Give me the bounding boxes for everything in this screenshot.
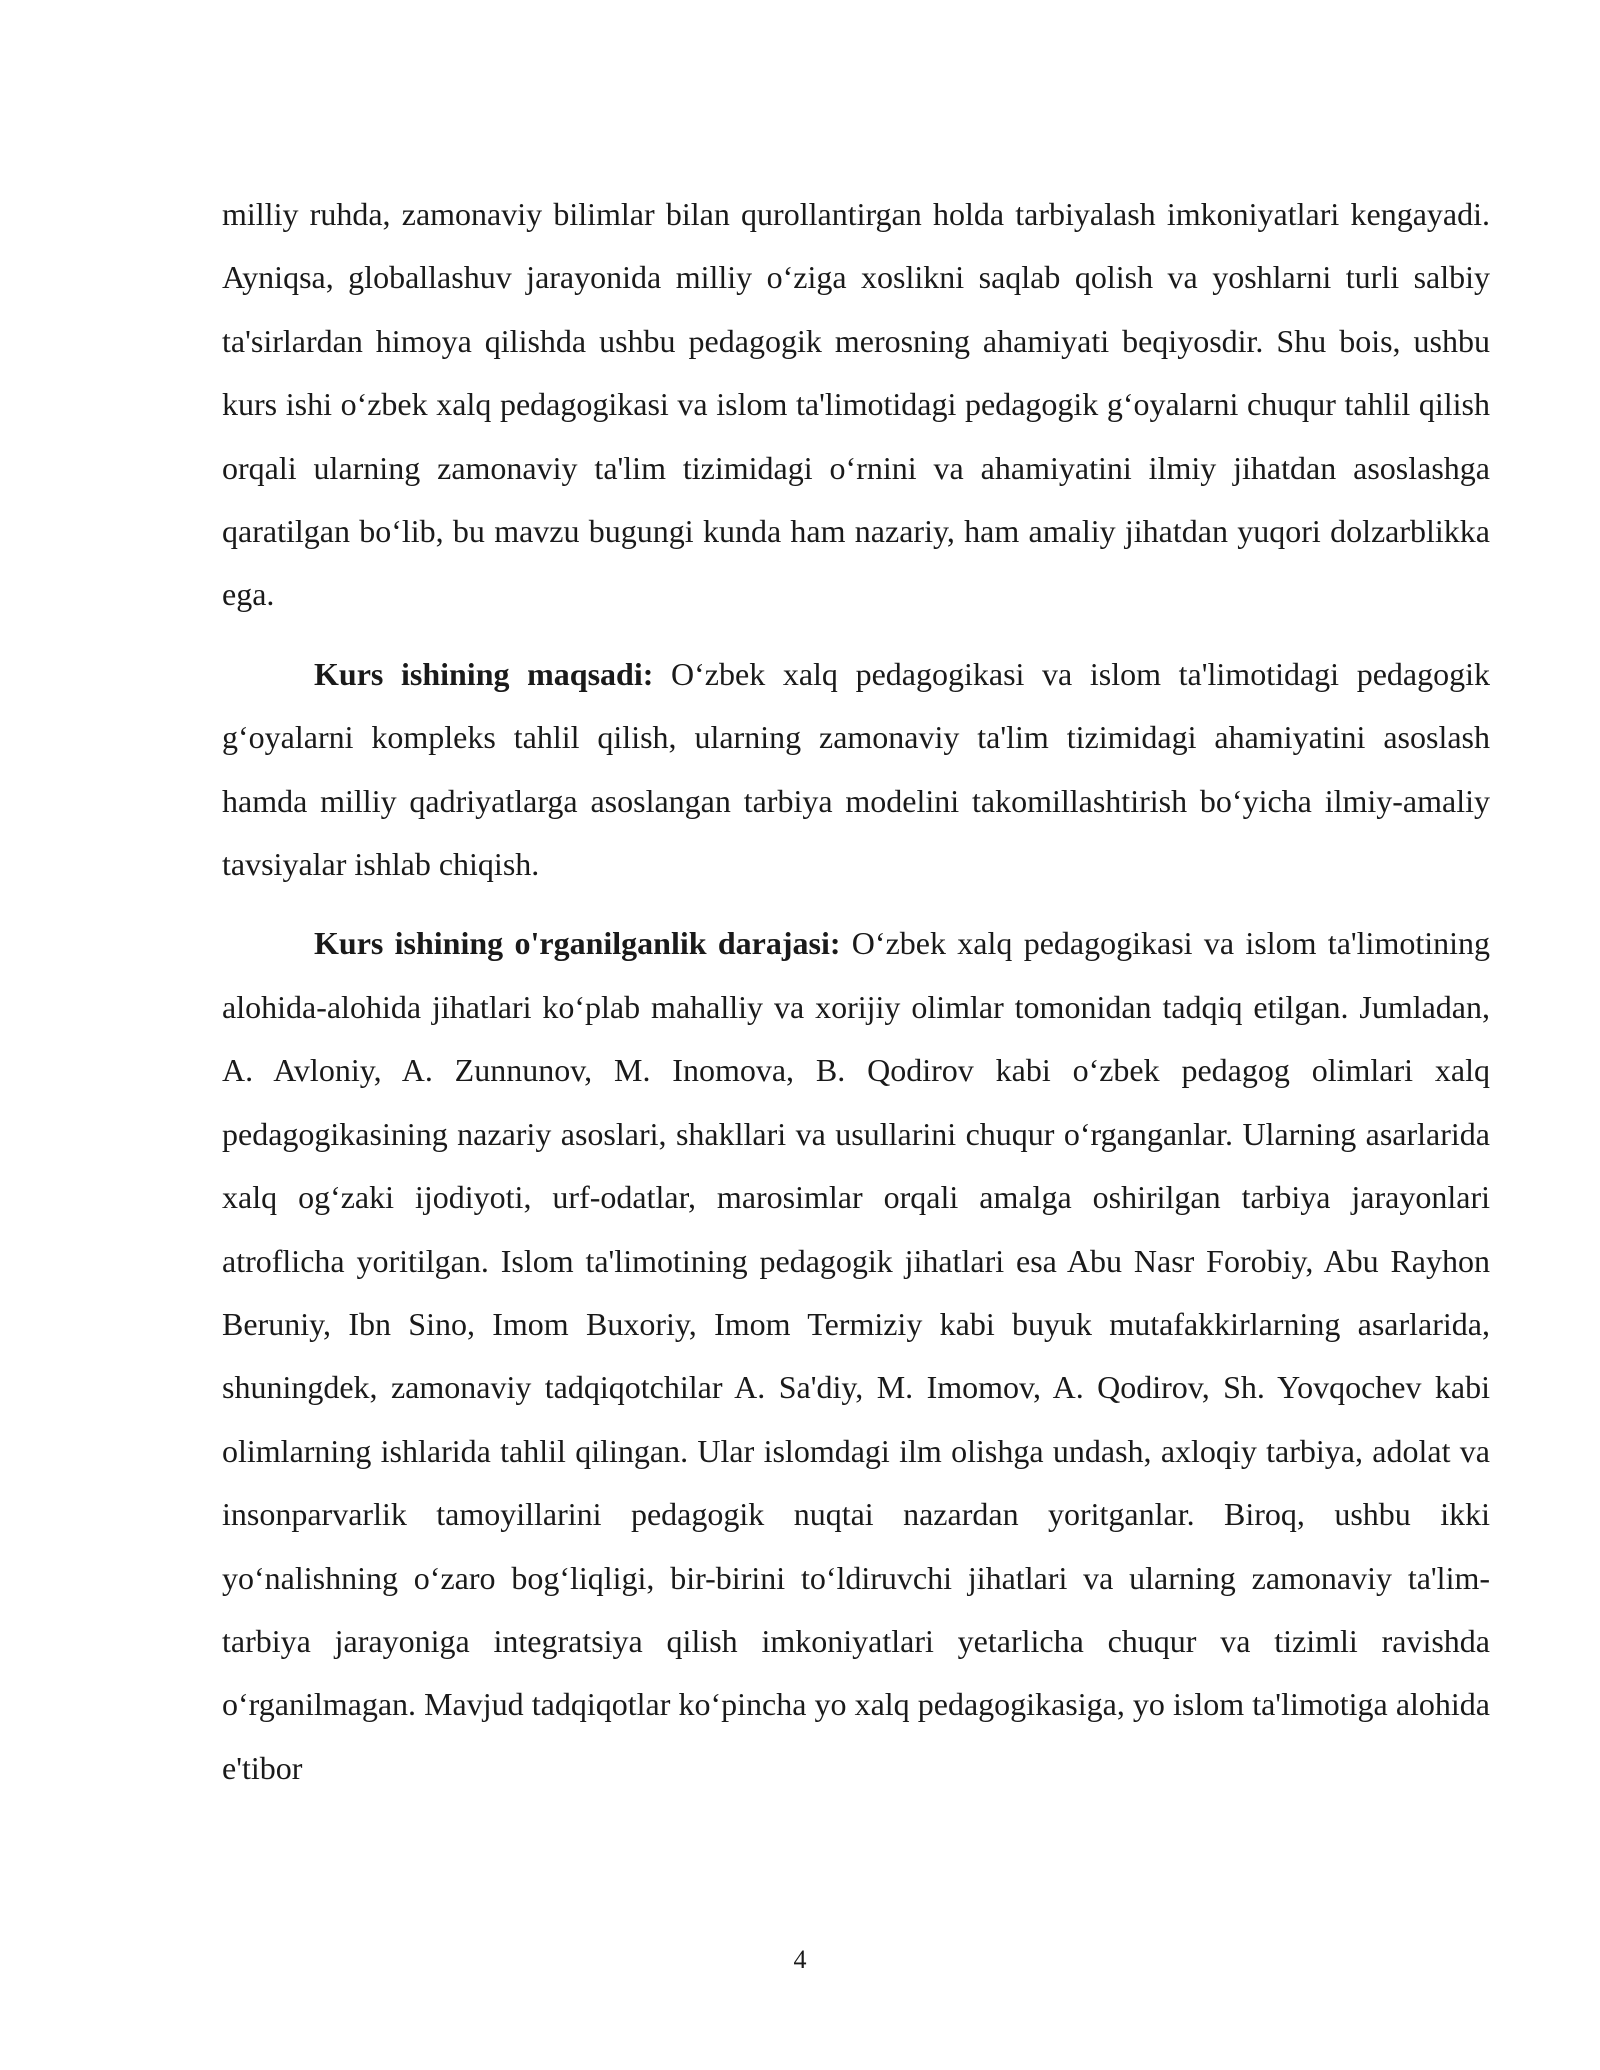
paragraph-text: O‘zbek xalq pedagogikasi va islom ta'limotining alohida-alohida jihatlari ko‘plab mahalliy va xorijiy olimlar tomonidan tadqiq etilgan. Jumladan, A. Avloniy, A. Zunnunov, M. Inomova, B. Qodirov kabi o‘zbek pedagog olimlari xalq pedagogikasining nazariy asoslari, shakllari va usullarini chuqur o‘rganganlar. Ularning asarlarida xalq og‘zaki ijodiyoti, urf-odatlar, marosimlar orqali amalga oshirilgan tarbiya jarayonlari atroflicha yoritilgan. Islom ta'limotining pedagogik jihatlari esa Abu Nasr Forobiy, Abu Rayhon Beruniy, Ibn Sino, Imom Buxoriy, Imom Termiziy kabi buyuk mutafakkirlarning asarlarida, shuningdek, zamonaviy tadqiqotchilar A. Sa'diy, M. Imomov, A. Qodirov, Sh. Yovqochev kabi olimlarning ishlarida tahlil qilingan. Ular islomdagi ilm olishga undash, axloqiy tarbiya, adolat va insonparvarlik tamoyillarini pedagogik nuqtai nazardan yoritganlar. Biroq, ushbu ikki yo‘nalishning o‘zaro bog‘liqligi, bir-birini to‘ldiruvchi jihatlari va ularning zamonaviy ta'lim-tarbiya jarayoniga integratsiya qilish imkoniyatlari yetarlicha chuqur va tizimli ravishda o‘rganilmagan. Mavjud tadqiqotlar ko‘pincha yo xalq pedagogikasiga, yo islom ta'limotiga alohida e'tibor [222,925,1491,1786]
paragraph-text: O‘zbek xalq pedagogikasi va islom ta'limotidagi pedagogik g‘oyalarni kompleks tahlil qilish, ularning zamonaviy ta'lim tizimidagi ahamiyatini asoslash hamda milliy qadriyatlarga asoslangan tarbiya modelini takomillashtirish bo‘yicha ilmiy-amaliy tavsiyalar ishlab chiqish. [222,655,1491,883]
paragraph-continuation [222,183,1490,627]
paragraph-study-level [222,912,1490,1800]
paragraph-text: milliy ruhda, zamonaviy bilimlar bilan qurollantirgan holda tarbiyalash imkoniyatlari kengayadi. Ayniqsa, globallashuv jarayonida milliy o‘ziga xoslikni saqlab qolish va yoshlarni turli salbiy ta'sirlardan himoya qilishda ushbu pedagogik merosning ahamiyati beqiyosdir. Shu bois, ushbu kurs ishi o‘zbek xalq pedagogikasi va islom ta'limotidagi pedagogik g‘oyalarni chuqur tahlil qilish orqali ularning zamonaviy ta'lim tizimidagi o‘rnini va ahamiyatini ilmiy jihatdan asoslashga qaratilgan bo‘lib, bu mavzu bugungi kunda ham nazariy, ham amaliy jihatdan yuqori dolzarblikka ega. [222,196,1490,613]
page-number: 4 [793,1945,807,1974]
paragraph-heading-study-level: Kurs ishining o'rganilganlik darajasi: [314,925,841,962]
paragraph-heading-aim: Kurs ishining maqsadi: [314,655,654,692]
document-body [222,183,1490,1800]
paragraph-aim [222,643,1490,897]
